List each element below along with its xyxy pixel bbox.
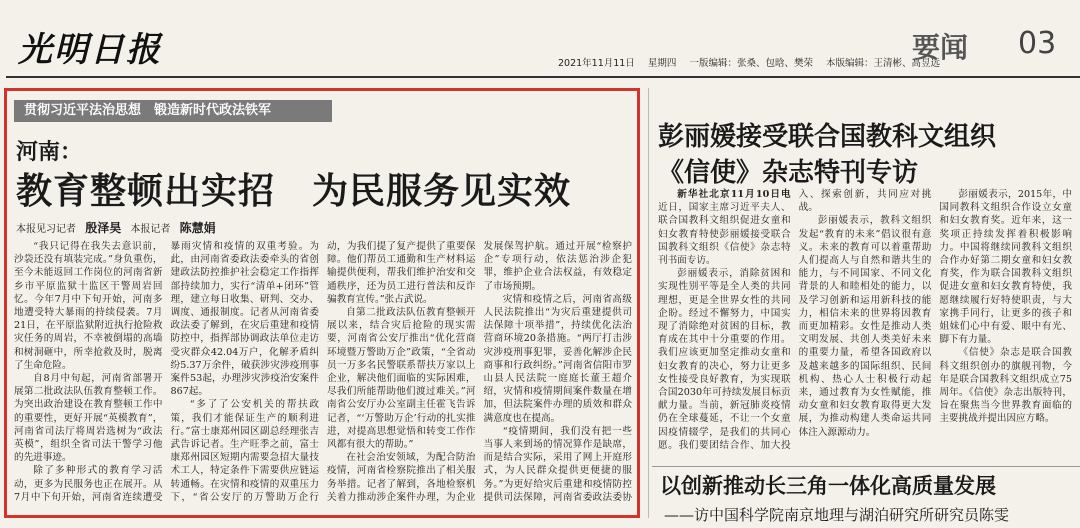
right-article-paragraph: 彭丽媛表示，教科文组织发起“教育的未来”倡议很有意义。未来的教育可以着重帮助人们提高人与自然和谐共生的能力，与不同国家、不同文化背景的人和睦相处的能力，以及学习创新和运用新科技的能力，相信未来的世界将因教育而更加精彩。女性是推动人类文明发展、共创人类美好未来的重要力量，希望各国政府以及越来越多的国际组织、民间机构、热心人士积极行动起来，通过教育为女性赋能，推动女童和妇女教育取得更大发展，为推动构建人类命运共同体注入源源动力。 [798, 215, 932, 438]
page-number: 03 [1018, 26, 1057, 61]
reporter-2: 陈慧娟 [179, 221, 216, 235]
article-paragraph: “疫情期间，我们没有把一些当事人来到场的情况算作是缺席，而是结合实际，采用了网上开庭形式，为人民群众提供更便捷的服务。”为更好给灾后重建和疫情防控提供司法保障，河南省委政法委协 [483, 425, 632, 503]
column-divider [648, 88, 649, 518]
byline-label-1: 本报见习记者 [16, 224, 76, 235]
issue-date: 2021年11月11日 [558, 58, 635, 69]
article-paragraph: “多了了公安机关的帮扶政策，我们才能保证生产的顺利进行。”富士康郑州园区副总经理张吉武告诉记者。生产旺季之前，富士康郑州园区短期内需要急招大量技术工人，特定条件下需要供应链运转通畅。在灾情和疫情的双重压力下，“省公安厅的万警助万企行动，为我们提了复产提供了重要保障。他们帮员工通勤和生产材料运输提供便利，帮我们维护治安和交通秩序，还为员工进行普法和反诈骗教育宣传。”张占武说。 [170, 241, 476, 503]
editor-line-1: 一版编辑：张桑、包晗、樊荣 [689, 58, 813, 69]
article-paragraph: 灾情和疫情之后，河南省高级人民法院推出“为灾后重建提供司法保障十项举措”，持续优化法治营商环境20条措施。“两厅打击涉灾涉疫刑事犯罪，妥善化解涉企民商事和行政纠纷。”河南省信阳市罗山县人民法院一庭庭长董王超介绍，灾情和疫情期间案件数量在增加，但法院案件办理的质效和群众满意度也在提高。 [483, 293, 632, 424]
article-paragraph: “我只记得在我失去意识前，沙袋还没有填装完成。”身负重伤，至今未能返回工作岗位的河南省新乡市平原监狱十监区干警周岩回忆。今年7月中下旬开始，河南多地遭受特大暴雨的持续侵袭。7月21日，在平原监狱附近执行抢险救灾任务的周岩，不幸被倒塌的高墙和树洞砸中，所幸抢救及时，脱离了生命危险。 [14, 241, 163, 371]
article-byline [16, 219, 222, 236]
right-article-paragraph: 《信使》杂志是联合国教科文组织创办的旗舰刊物，今年是联合国教科文组织成立75周年。《信使》杂志出版特刊，旨在聚焦当今世界教育面临的主要挑战并提出因应方略。 [939, 347, 1072, 425]
right-article-title-2: 《信使》杂志特刊专访 [658, 158, 919, 188]
newspaper-logo: 光明日报 [18, 30, 162, 70]
bottom-article-subtitle: ——访中国科学院南京地理与湖泊研究所研究员陈雯 [664, 506, 1010, 524]
byline-label-2: 本报记者 [130, 224, 171, 235]
editor-line-2: 本版编辑：王清彬、高昱远 [825, 58, 940, 69]
right-article-title-1: 彭丽媛接受联合国教科文组织 [658, 122, 997, 152]
article-body [14, 240, 632, 510]
right-article-paragraph [658, 188, 791, 267]
bottom-article-title: 以创新推动长三角一体化高质量发展 [660, 473, 996, 498]
section-name: 要闻 [912, 31, 969, 64]
right-article-paragraph: 彭丽媛表示，消除贫困和实现性别平等是全人类的共同理想，更是全世界女性的共同企盼。经过不懈努力，中国实现了消除绝对贫困的目标，教育成在其中十分重要的作用。我们应该更加坚定推动女童和妇女教育的决心，努力让更多女性接受良好教育，为实现联合国2030年可持续发展目标贡献力量。当前，新冠肺炎疫情仍在全球蔓延，不让一个女童因疫情辍学，是我们的共同心愿。我们要团结合作、加大投入、探索创新，共同应对挑战。 [658, 189, 932, 451]
article-paragraph: 自第二批政法队伍教育整顿开展以来，结合灾后抢险的现实需要，河南省公安厅推出“优化营商环境暨万警助万企”政策，“全省动员一万多名民警联系帮扶万家以上企业，解决他们面临的实际困难，尽我们所能帮助他们渡过难关。”河南省公安厅办公室副主任霍飞告诉记者，“‘万警助万企’行动的扎实推进，对提高思想觉悟和转变工作作风都有很大的帮助。” [327, 307, 476, 451]
article-kicker: 贯彻习近平法治思想 锻造新时代政法铁军 [14, 100, 332, 122]
masthead [0, 0, 1080, 74]
right-article-lead: 近日，国家主席习近平夫人、联合国教科文组织促进女童和妇女教育特使彭丽媛接受联合国教科文组织《信使》杂志特刊书面专访。 [658, 202, 791, 267]
issue-weekday: 星期四 [647, 58, 677, 69]
article-paragraph: 在社会治安领域，为配合防治疫情，河南省检察院推出了相关服务举措。记者了解到，各地检察机关着力推动涉企案件办理，为企业发展保驾护航。通过开展“检察护企”专项行动，依法惩治涉企犯罪，维护企业合法权益，有效稳定了市场预期。 [327, 241, 632, 503]
right-article-body [658, 188, 1072, 462]
article-paragraph: 自8月中旬起，河南省部署开展第二批政法队伍教育整顿工作。为突出政治建设在教育整顿工作中的重要性，更好开展“英模教育”，河南省司法厅将周岩选树为“政法英模”，组织全省司法干警学习他的先进事迹。 [14, 373, 163, 464]
article-paragraph: 除了多种形式的教育学习活动，更多为民服务也正在展开。从7月中下旬开始，河南省连续遭受暴雨灾情和疫情的双重考验。为此，由河南省委政法委牵头的省创建政法防控推护社会稳定工作指挥部持续加力，实行“清单+闭环”管理，建立每日收集、研判、交办、调度、通报制度。记者从河南省委政法委了解到，在灾后重建和疫情防控中，指挥部协调政法单位走访受灾群众42.04万户，化解矛盾纠纷5.37万余件，破获涉灾涉疫刑事案件53起，办理涉灾涉疫治安案件867起。 [14, 241, 319, 503]
reporter-1: 殷泽昊 [85, 221, 122, 235]
right-article-dateline: 新华社北京11月10日电 [677, 189, 791, 200]
right-article-paragraph: 彭丽媛表示，2015年，中国同教科文组织合作设立女童和妇女教育奖。近年来，这一奖项正持续发挥着积极影响力。中国将继续同教科文组织合作办好第二期女童和妇女教育奖，作为联合国教科文组织促进女童和妇女教育特使，我愿继续履行好特使职责，与大家携手同行，让更多的孩子和姐妹们心中有爱、眼中有光、脚下有力量。 [939, 189, 1072, 346]
issue-meta [558, 55, 950, 69]
article-headline: 教育整顿出实招 为民服务见实效 [16, 170, 572, 212]
bottom-article-rule [652, 466, 1080, 467]
masthead-rule [6, 76, 1080, 78]
article-subhead: 河南： [16, 140, 83, 165]
